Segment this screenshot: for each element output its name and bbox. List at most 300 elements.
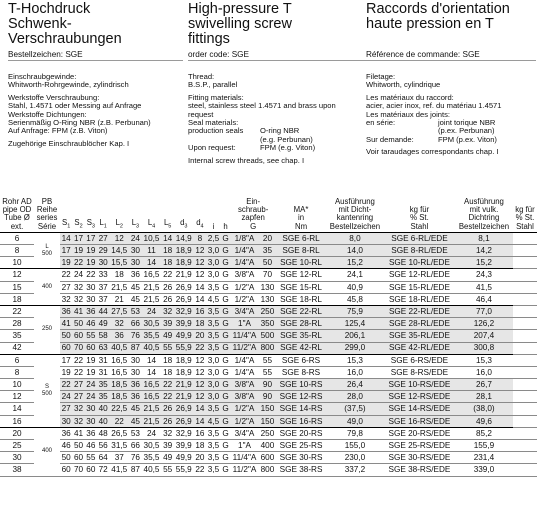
french-mat-label: Les matériaux du raccord: [366,92,454,102]
table-cell: 231,4 [473,453,495,463]
table-cell: 3,0 [207,270,220,280]
table-cell: 26,5 [111,428,128,438]
french-mat-1: acier, acier inox, ref. du matériau 1.4571 [366,101,502,111]
table-cell: 76 [130,331,140,341]
french-title-line-2: haute pression en T [366,16,494,32]
table-cell: 14 [61,233,71,243]
table-cell: 30 [86,282,96,292]
german-line: Zugehörige Einschraublöcher Kap. I [8,138,130,148]
table-cell: SGE 38-RS [279,465,323,475]
table-cell: 14 [195,282,205,292]
table-cell: 130 [260,294,275,304]
table-cell: SGE 10-RL/EDE [384,257,455,269]
table-cell: 18 [163,367,173,377]
col-pipe-od: Rohr AD pipe OD Tube Ø ext. [0,198,34,232]
table-cell: 17 [61,245,71,255]
table-cell: 21,9 [175,392,192,402]
french-demande: Sur demande: [366,134,414,144]
table-cell: 14 [142,354,162,366]
table-cell: (38,0) [455,403,513,415]
german-title-line-2: Schwenk- [8,16,72,32]
table-cell: 18,5 [111,380,128,390]
table-cell: 29 [98,245,108,255]
table-cell: 60 [61,343,71,353]
table-cell: 3/8"A [230,379,259,391]
table-cell: 14,0 [326,245,384,257]
table-cell: 30 [130,367,140,377]
table-cell: 18 [195,440,205,450]
table-row [0,330,537,342]
table-cell: 55,9 [175,465,192,475]
table-cell: 79,8 [326,427,384,439]
table-cell: 32 [73,282,84,292]
french-column [366,2,536,61]
table-cell: 230,0 [344,453,366,463]
table-cell: 36 [109,330,129,342]
table-cell: G [222,392,229,402]
table-cell: 3/8"A [230,269,259,281]
table-cell: 4,5 [207,416,220,426]
table-cell: 27,5 [111,306,128,316]
english-title-line-3: fittings [188,31,230,47]
table-cell: 6 [14,233,20,243]
table-cell: SGE 30-RS [279,453,323,463]
col-s3: $S_3$ [85,198,97,232]
table-cell: 16,5 [143,380,160,390]
table-cell: SGE 18-RL/EDE [388,294,450,304]
table-cell: 3,5 [207,404,220,414]
table-cell: 45,8 [346,294,363,304]
table-row [0,257,537,269]
german-column [8,2,183,61]
german-order-code: Bestellzeichen: SGE [8,50,183,61]
table-cell: G [222,331,229,341]
english-fitting-2: request [188,109,214,119]
spec-table-header [0,198,537,232]
table-cell: 26 [163,294,173,304]
table-cell: 30 [98,258,108,268]
french-serie-val-1: joint torique NBR [438,118,496,128]
table-cell: 58 [98,331,108,341]
table-cell: 32 [109,318,129,330]
table-cell: G [222,306,229,316]
table-cell: 55 [163,343,173,353]
table-cell: 32 [61,294,71,304]
table-cell: 30 [130,258,140,268]
table-cell: SGE 10-RS/EDE [384,379,455,391]
table-cell: 14 [12,404,22,414]
table-cell: 32 [163,428,173,438]
table-cell: 1/2"A [234,294,255,304]
table-cell: 150 [260,404,275,414]
german-line: Auf Anfrage: FPM (z.B. Viton) [8,126,108,136]
table-cell: 60 [86,465,96,475]
table-cell: 18 [163,245,173,255]
table-cell: 3,5 [207,343,220,353]
table-cell: 17 [86,233,96,243]
german-title-line-3: Verschraubungen [8,31,122,47]
table-cell: 87 [130,343,140,353]
table-cell: 49,9 [175,453,192,463]
table-cell: 150 [260,416,275,426]
english-seal-label: Seal materials: [188,118,239,128]
table-cell: SGE 8-RL/EDE [384,245,455,257]
table-cell: 37 [98,282,108,292]
english-thread-label: Thread: [188,72,215,81]
table-cell: 55 [262,367,273,377]
table-cell: 12 [0,269,34,281]
table-cell: 27 [73,392,84,402]
table-cell: G [222,416,229,426]
table-cell: 14 [163,233,173,243]
table-cell: 3/4"A [230,427,259,439]
table-cell: 32 [73,294,84,304]
table-cell: SGE 12-RL/EDE [384,269,455,281]
table-cell: 18,9 [175,258,192,268]
table-cell: G [222,270,229,280]
table-cell: 400 [260,440,275,450]
table-cell: 41 [73,306,84,316]
table-cell: 15,2 [455,257,513,269]
table-cell: 19 [61,367,71,377]
table-cell: 19 [61,258,71,268]
col-pb-series: PB Reihe series Série [34,198,60,232]
table-cell: 36 [86,428,96,438]
table-cell: 22,5 [111,404,128,414]
table-cell: 32,9 [175,306,192,316]
table-cell: 30,5 [143,440,160,450]
table-cell: 800 [260,343,275,353]
table-cell: G [222,453,229,463]
table-cell: 56 [98,440,108,450]
table-cell: 49,9 [175,331,192,341]
table-cell: 14,5 [111,245,128,255]
table-cell: 10 [12,258,22,268]
table-cell: G [222,258,229,268]
table-cell: 49 [163,453,173,463]
table-cell: 207,4 [455,330,513,342]
table-cell: 60 [61,465,71,475]
table-cell: 21,9 [175,270,192,280]
table-cell: 39 [163,319,173,329]
table-cell: 3,5 [207,453,220,463]
table-cell: 31 [98,367,108,377]
table-cell: 8 [194,232,206,244]
table-cell: 50 [73,440,84,450]
table-cell: SGE 25-RS/EDE [388,440,451,450]
table-cell: 350 [260,319,275,329]
table-cell: 24 [142,427,162,439]
table-cell: SGE 6-RL [276,232,326,244]
table-cell: 155,0 [344,440,366,450]
table-cell: SGE 6-RL/EDE [384,232,455,244]
table-cell: 8 [14,245,20,255]
table-row [0,415,537,427]
table-cell: 45 [130,416,140,426]
table-cell: SGE 6-RS [276,354,326,366]
table-cell: 21,5 [143,416,160,426]
table-cell: 19 [86,258,96,268]
table-cell: 11/2"A [230,342,259,354]
table-cell: 3/4"A [230,305,259,317]
table-cell: 11 [142,245,162,257]
table-row [0,245,537,257]
table-cell: (37,5) [326,403,384,415]
table-cell: 12 [195,245,205,255]
table-cell: 40,9 [346,282,363,292]
col-d4: $d_4$ [194,198,206,232]
table-cell: 70 [259,269,276,281]
table-cell: 339,0 [473,465,495,475]
table-cell: 8,0 [326,232,384,244]
spec-table-body [0,232,537,476]
table-cell: 18,9 [175,355,192,365]
table-cell: 20 [259,232,276,244]
table-cell: 19 [86,367,96,377]
table-cell: 3,0 [207,355,220,365]
table-cell: 15,3 [326,354,384,366]
english-seal-req-val: FPM (e.g. Viton) [260,143,316,153]
table-cell: G [222,380,229,390]
table-cell: 26 [163,404,173,414]
table-cell: 3,5 [207,331,220,341]
table-cell: 35,5 [143,331,160,341]
table-cell: 250 [260,306,275,316]
english-internal: Internal screw threads, see chap. I [188,155,305,165]
table-cell: 55 [86,331,96,341]
table-cell: 32,9 [175,428,192,438]
table-cell: 49,6 [455,415,513,427]
table-cell: 31 [98,355,108,365]
table-cell: SGE 38-RS/EDE [388,465,451,475]
table-cell: 16 [195,306,205,316]
table-cell: 45 [130,282,140,292]
table-cell: 3,0 [207,258,220,268]
table-cell: 30 [86,416,96,426]
table-cell: 14 [195,416,205,426]
table-cell: SGE 15-RL [280,282,322,292]
german-line: Werkstoffe Verschraubung: [8,92,100,102]
table-cell: 22 [109,415,129,427]
table-cell: 40,5 [143,343,160,353]
german-line: Serienmäßig O-Ring NBR (z.B. Perbunan) [8,118,151,128]
table-cell: 1/4"A [230,257,259,269]
table-cell: 16,5 [143,270,160,280]
table-cell: 16,0 [346,367,363,377]
table-cell: 14 [195,404,205,414]
table-cell: 30 [61,416,71,426]
table-row [0,269,537,281]
table-cell: 40 [98,404,108,414]
table-cell: 11/4"A [230,330,259,342]
english-title-line-1: High-pressure T [188,1,292,17]
table-cell: 85,2 [455,427,513,439]
table-cell: 30,5 [143,319,160,329]
table-cell: 15 [12,282,22,292]
table-cell: 24 [86,392,96,402]
table-cell: 15,5 [111,258,128,268]
table-cell: 8 [14,367,20,377]
table-cell: 24,1 [326,269,384,281]
table-cell: SGE 12-RS [276,391,326,403]
table-cell: 20 [195,331,205,341]
french-filetage: Whitworth, cylindrique [366,80,441,90]
table-cell: G [222,343,229,353]
table-cell: 22 [73,258,84,268]
table-cell: SGE 8-RS/EDE [390,367,449,377]
table-cell: G [222,404,229,414]
table-cell: 76 [130,453,140,463]
table-row [0,354,537,366]
table-cell: 53 [130,306,140,316]
col-l1: $L_1$ [97,198,109,232]
col-s1: $S_1$ [60,198,72,232]
table-cell: SGE 18-RL [280,294,322,304]
table-cell: 35 [12,331,22,341]
english-fitting-label: Fitting materials: [188,92,244,102]
german-line: Stahl, 1.4571 oder Messing auf Anfrage [8,101,142,111]
english-title-line-2: swivelling screw [188,16,292,32]
table-cell: 55,9 [175,343,192,353]
table-row [0,293,537,305]
table-cell: 90 [259,391,276,403]
french-title-line-1: Raccords d'orientation [366,1,510,17]
german-line: Werkstoffe Dichtungen: [8,109,87,119]
table-cell: 4,5 [207,294,220,304]
table-cell: 16,5 [111,355,128,365]
table-cell: SGE 16-RS [276,415,326,427]
table-row [0,366,537,378]
table-cell: SGE 10-RL [276,257,326,269]
table-cell: 22 [163,270,173,280]
english-order-code: order code: SGE [188,50,368,61]
col-l3: $L_3$ [129,198,141,232]
table-cell: 1/2"A [230,415,259,427]
table-cell: 3,5 [207,465,220,475]
english-column [188,2,368,61]
table-cell: G [222,440,229,450]
table-cell: 32 [163,306,173,316]
table-cell: 30 [86,294,96,304]
table-cell: 60 [86,343,96,353]
table-cell: SGE 30-RS/EDE [388,453,451,463]
french-joint-label: Les matériaux des joints: [366,109,450,119]
table-cell: 18 [163,355,173,365]
table-cell: SGE 20-RS [276,427,326,439]
table-cell: 3,5 [207,440,220,450]
table-cell: 299,0 [326,342,384,354]
table-cell: G [222,233,229,243]
table-cell: 24 [86,380,96,390]
table-cell: 17 [61,355,71,365]
table-cell: 20 [0,427,34,439]
table-cell: 600 [260,453,275,463]
table-cell: 41,5 [475,282,492,292]
table-cell: 45 [130,294,140,304]
table-cell: SGE 35-RL [276,330,326,342]
table-cell: 39,9 [175,440,192,450]
table-cell: SGE 12-RL [276,269,326,281]
table-cell: G [222,465,229,475]
pb-series-cell: S 500 [34,354,60,427]
table-row [0,440,537,452]
table-cell: 26 [163,416,173,426]
table-cell: 22 [163,380,173,390]
table-cell: 30 [86,404,96,414]
table-cell: 1/2"A [234,282,255,292]
table-cell: 17 [73,233,84,243]
table-row [0,427,537,439]
table-row [0,379,537,391]
table-cell: 15,3 [455,354,513,366]
english-seal-prod-val-2: (e.g. Perbunan) [260,134,313,144]
table-cell: 27 [61,404,71,414]
table-cell: 11/2"A [232,465,257,475]
table-cell: SGE 10-RS [276,379,326,391]
table-cell: 19 [86,245,96,255]
table-cell: 26,9 [175,404,192,414]
table-cell: 22 [195,343,205,353]
table-cell: 35 [98,380,108,390]
table-cell: 40,5 [143,465,160,475]
table-cell: 24 [73,270,84,280]
table-cell: 32 [73,416,84,426]
col-ma: MA* in Nm [276,198,326,232]
english-info [188,73,336,165]
table-cell: 26,9 [175,416,192,426]
table-cell: 12 [195,367,205,377]
table-cell: 50 [61,453,71,463]
table-cell: 206,1 [326,330,384,342]
table-cell: 155,9 [473,440,495,450]
table-cell: 50 [61,331,71,341]
table-cell: 24 [130,233,140,243]
col-l2: $L_2$ [109,198,129,232]
table-cell: 12 [195,392,205,402]
table-cell: 66 [130,319,140,329]
table-cell: 37 [114,453,124,463]
pb-series-cell: L 500 [34,232,60,269]
table-cell: 20 [195,453,205,463]
table-cell: 28,1 [455,391,513,403]
table-cell: SGE 28-RL/EDE [384,318,455,330]
table-cell: 30 [130,355,140,365]
table-row [0,464,537,476]
table-cell: 64 [98,453,108,463]
table-cell: 37 [98,294,108,304]
table-cell: 1/4"A [230,354,259,366]
table-cell: 21,9 [175,380,192,390]
pb-series-cell: 400 [34,269,60,306]
table-cell: 11/4"A [232,453,257,463]
table-cell: 48 [98,428,108,438]
table-cell: 16 [12,416,22,426]
table-cell: 72 [98,465,108,475]
table-cell: 40 [98,416,108,426]
table-cell: 3,5 [207,282,220,292]
table-cell: 18 [195,319,205,329]
table-cell: 10,5 [143,233,160,243]
table-cell: 87 [130,465,140,475]
table-row [0,281,537,293]
col-d3: $d_3$ [174,198,194,232]
table-cell: SGE 14-RS [276,403,326,415]
table-cell: 40,5 [111,343,128,353]
table-cell: 16,5 [111,367,128,377]
table-cell: SGE 35-RL/EDE [384,330,455,342]
table-cell: 3,0 [207,367,220,377]
french-filetage-label: Filetage: [366,72,396,81]
